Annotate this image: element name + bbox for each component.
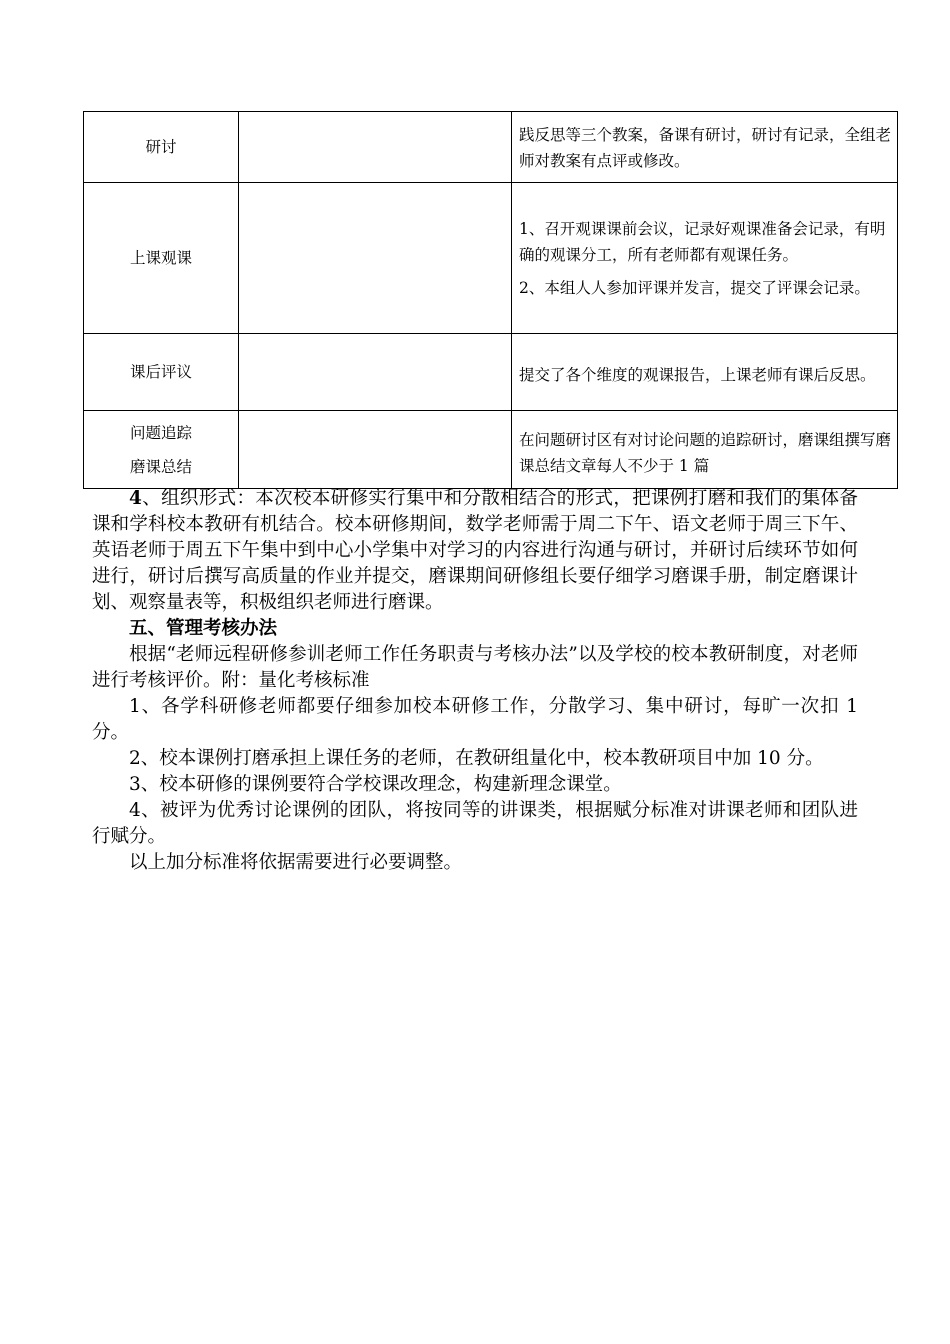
section-heading: 五、管理考核办法 [129, 618, 278, 639]
organization-form-number: 4 [129, 488, 142, 509]
row-label-cell [84, 411, 239, 489]
row-middle-cell [239, 183, 512, 334]
requirement-text: 2、本组人人参加评课并发言，提交了评课会记录。 [519, 278, 870, 297]
intro-paragraph: 根据“老师远程研修参训老师工作任务职责与考核办法”以及学校的校本教研制度，对老师进行考核评价。附：量化考核标准 [92, 644, 858, 691]
requirement-text: 1、召开观课课前会议，记录好观课准备会记录，有明确的观课分工，所有老师都有观课任务。 [519, 219, 886, 264]
row-label: 课后评议 [129, 363, 192, 381]
table-row [84, 112, 898, 183]
assessment-item: 1、各学科研修老师都要仔细参加校本研修工作，分散学习、集中研讨，每旷一次扣 1 分。 [92, 696, 858, 743]
row-label-cell [84, 112, 239, 183]
table-row [84, 183, 898, 334]
row-label: 研讨 [145, 138, 177, 156]
row-middle-cell [239, 112, 512, 183]
row-middle-cell [239, 411, 512, 489]
organization-form-paragraph [92, 486, 858, 616]
requirement-text: 在问题研讨区有对讨论问题的追踪研讨，磨课组撰写磨课总结文章每人不少于 1 篇 [519, 430, 892, 475]
assessment-item: 2、校本课例打磨承担上课任务的老师，在教研组量化中，校本教研项目中加 10 分。 [129, 748, 824, 769]
row-middle-cell [239, 334, 512, 411]
table-row [84, 411, 898, 489]
row-label: 问题追踪 [129, 423, 192, 442]
row-requirement-cell [512, 411, 898, 489]
assessment-item: 4、被评为优秀讨论课例的团队，将按同等的讲课类，根据赋分标准对讲课老师和团队进行赋分。 [92, 800, 858, 847]
closing-paragraph: 以上加分标准将依据需要进行必要调整。 [129, 852, 463, 873]
research-plan-table [83, 111, 898, 489]
requirement-text: 践反思等三个教案，备课有研讨，研讨有记录，全组老师对教案有点评或修改。 [519, 126, 892, 170]
row-requirement-cell [512, 334, 898, 411]
table-row [84, 334, 898, 411]
row-label-cell [84, 183, 239, 334]
row-requirement-cell [512, 183, 898, 334]
body-text [92, 486, 858, 876]
row-label: 磨课总结 [129, 457, 192, 476]
requirement-text: 提交了各个维度的观课报告，上课老师有课后反思。 [519, 365, 876, 384]
assessment-item: 3、校本研修的课例要符合学校课改理念，构建新理念课堂。 [129, 774, 622, 795]
organization-form-text: 、组织形式：本次校本研修实行集中和分散相结合的形式，把课例打磨和我们的集体备课和学科校本教研有机结合。校本研修期间，数学老师需于周二下午、语文老师于周三下午、英语老师于周五下午集中到中心小学集中对学习的内容进行沟通与研讨，并研讨后续环节如何进行，研讨后撰写高质量的作业并提交，磨课期间研修组长要仔细学习磨课手册，制定磨课计划、观察量表等，积极组织老师进行磨课。 [92, 488, 858, 613]
row-label-cell [84, 334, 239, 411]
row-label: 上课观课 [129, 249, 192, 267]
row-requirement-cell [512, 112, 898, 183]
